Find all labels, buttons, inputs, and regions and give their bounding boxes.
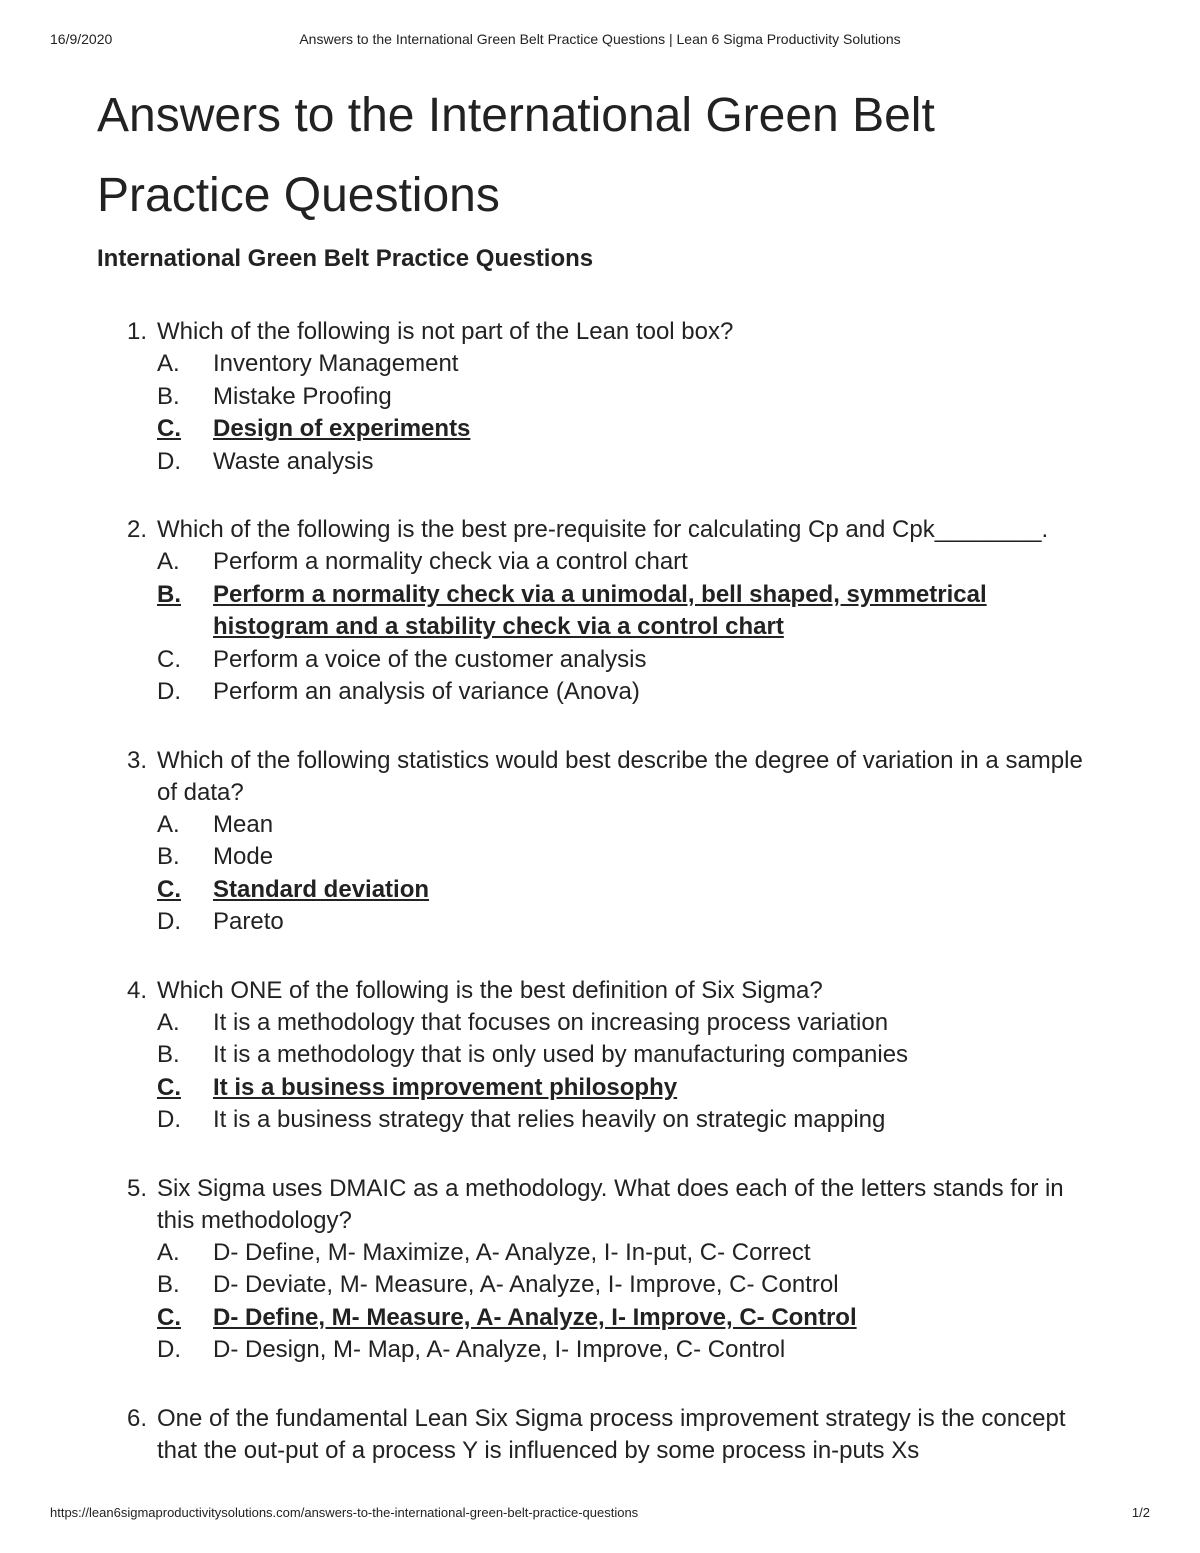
option-letter: C. — [157, 645, 181, 673]
option-text: It is a business strategy that relies heavily on strategic mapping — [213, 1106, 886, 1133]
question-number: 2. — [127, 516, 148, 543]
print-header — [50, 31, 1150, 51]
question-item — [97, 316, 1107, 478]
option-letter: C. — [157, 1303, 181, 1331]
option-letter: D. — [157, 447, 181, 475]
option-text: D- Define, M- Measure, A- Analyze, I- Improve, C- Control — [213, 1303, 857, 1331]
answer-options — [157, 1007, 1107, 1137]
section-heading: International Green Belt Practice Questions — [97, 245, 594, 272]
question-number: 6. — [127, 1404, 148, 1432]
option-letter: A. — [157, 350, 180, 377]
answer-options — [157, 546, 1107, 709]
option-text: Inventory Management — [213, 350, 459, 377]
answer-option — [157, 546, 1107, 579]
option-letter: B. — [157, 843, 180, 870]
option-letter: D. — [157, 678, 181, 705]
option-letter: D. — [157, 1336, 181, 1363]
answer-options — [157, 1237, 1107, 1367]
question-text: Six Sigma uses DMAIC as a methodology. What does each of the letters stands for in this methodology? — [157, 1174, 1064, 1234]
question-number: 5. — [127, 1174, 148, 1202]
answer-option — [157, 644, 1107, 677]
page-number: 1/2 — [1131, 1505, 1150, 1520]
correct-answer-option — [157, 1072, 1107, 1105]
option-letter: C. — [157, 1073, 181, 1101]
question-text: Which of the following statistics would best describe the degree of variation in a sample of data? — [157, 746, 1083, 806]
correct-answer-option — [157, 579, 1107, 644]
question-text: Which ONE of the following is the best definition of Six Sigma? — [157, 976, 823, 1004]
option-letter: A. — [157, 548, 180, 575]
option-text: Pareto — [213, 908, 284, 935]
page-content — [97, 76, 1107, 1503]
question-item — [97, 514, 1107, 709]
correct-answer-option — [157, 413, 1107, 446]
answer-option — [157, 1104, 1107, 1137]
page-url[interactable]: https://lean6sigmaproductivitysolutions.com/answers-to-the-international-green-belt-practice-questions — [50, 1505, 639, 1520]
answer-option — [157, 1007, 1107, 1040]
answer-option — [157, 381, 1107, 414]
option-text: It is a methodology that is only used by manufacturing companies — [213, 1041, 909, 1068]
option-text: It is a business improvement philosophy — [213, 1073, 678, 1101]
question-number: 4. — [127, 976, 148, 1004]
answer-option — [157, 841, 1107, 874]
option-letter: C. — [157, 415, 181, 442]
option-letter: B. — [157, 382, 180, 410]
answer-option — [157, 446, 1107, 479]
question-item — [97, 1403, 1107, 1467]
option-text: Waste analysis — [213, 447, 374, 475]
answer-options — [157, 809, 1107, 939]
option-letter: A. — [157, 1238, 180, 1266]
option-text: Mean — [213, 810, 274, 838]
question-item — [97, 1173, 1107, 1367]
option-text: D- Design, M- Map, A- Analyze, I- Improve, C- Control — [213, 1336, 786, 1363]
print-footer — [50, 1505, 1150, 1525]
question-item — [97, 975, 1107, 1137]
page-title: Answers to the International Green Belt Practice Questions — [97, 89, 935, 222]
option-text: Mode — [213, 843, 274, 870]
question-number: 3. — [127, 746, 148, 774]
option-text: Perform a normality check via a control chart — [213, 548, 688, 575]
question-number: 1. — [127, 318, 148, 345]
print-page-title: Answers to the International Green Belt Practice Questions | Lean 6 Sigma Productivity Solutions — [299, 31, 901, 47]
option-letter: B. — [157, 580, 181, 608]
option-text: It is a methodology that focuses on increasing process variation — [213, 1008, 889, 1036]
option-text: Perform a voice of the customer analysis — [213, 645, 647, 673]
correct-answer-option — [157, 1302, 1107, 1335]
option-text: Perform a normality check via a unimodal, bell shaped, symmetrical histogram and a stability check via a control chart — [213, 580, 987, 640]
answer-option — [157, 906, 1107, 939]
question-text: Which of the following is the best pre-requisite for calculating Cp and Cpk________. — [157, 516, 1049, 543]
answer-option — [157, 1039, 1107, 1072]
option-letter: C. — [157, 875, 181, 903]
option-text: Mistake Proofing — [213, 382, 392, 410]
correct-answer-option — [157, 874, 1107, 907]
option-letter: A. — [157, 1008, 180, 1036]
answer-option — [157, 1269, 1107, 1302]
answer-option — [157, 809, 1107, 842]
option-letter: A. — [157, 810, 180, 838]
option-text: D- Deviate, M- Measure, A- Analyze, I- Improve, C- Control — [213, 1271, 839, 1298]
question-text: Which of the following is not part of the Lean tool box? — [157, 318, 734, 345]
option-text: Perform an analysis of variance (Anova) — [213, 678, 640, 705]
option-letter: D. — [157, 1106, 181, 1133]
answer-option — [157, 348, 1107, 381]
option-text: D- Define, M- Maximize, A- Analyze, I- In-put, C- Correct — [213, 1238, 811, 1266]
question-item — [97, 745, 1107, 939]
answer-options — [157, 348, 1107, 478]
option-text: Design of experiments — [213, 415, 471, 442]
question-text: One of the fundamental Lean Six Sigma process improvement strategy is the concept that the out-put of a process Y is influenced by some process in-puts Xs — [157, 1404, 1066, 1464]
answer-option — [157, 676, 1107, 709]
option-text: Standard deviation — [213, 875, 430, 903]
option-letter: D. — [157, 908, 181, 935]
answer-option — [157, 1237, 1107, 1270]
option-letter: B. — [157, 1271, 180, 1298]
question-list — [97, 316, 1107, 1467]
answer-option — [157, 1334, 1107, 1367]
option-letter: B. — [157, 1041, 180, 1068]
print-date: 16/9/2020 — [50, 31, 113, 47]
